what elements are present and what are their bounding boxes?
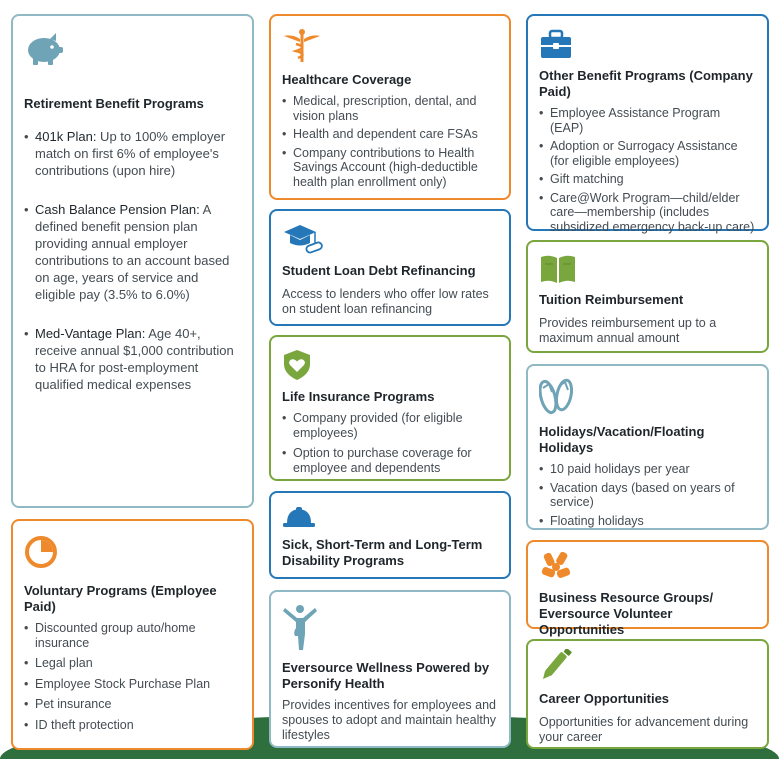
list-item: • Employee Assistance Program (EAP) [539, 106, 755, 135]
holidays-list [539, 462, 755, 528]
list-item: • ID theft protection [24, 718, 240, 733]
briefcase-icon [539, 28, 573, 60]
holidays-title: Holidays/Vacation/Floating Holidays [539, 424, 705, 455]
pen-icon [539, 649, 575, 683]
retirement-list [24, 128, 240, 393]
disability-card [269, 491, 511, 579]
career-title: Career Opportunities [539, 691, 670, 706]
list-item: • Option to purchase coverage for employee and dependents [282, 446, 497, 475]
list-item: • Cash Balance Pension Plan: A defined benefit pension plan providing annual employer contributions to an account based on age, years of service and eligible pay (3.5% to 6.0%) [24, 201, 240, 303]
other-benefits-list [539, 106, 755, 234]
other-benefits-card [526, 14, 769, 234]
healthcare-card [269, 14, 511, 200]
resource-groups-title: Business Resource Groups/ Eversource Volunteer Opportunities [539, 590, 714, 637]
flip-flops-icon [539, 378, 573, 416]
tuition-desc: Provides reimbursement up to a maximum annual amount [539, 316, 717, 345]
student-loan-title: Student Loan Debt Refinancing [282, 263, 476, 278]
list-item: • Gift matching [539, 172, 755, 187]
voluntary-title: Voluntary Programs (Employee Paid) [24, 583, 217, 614]
piggy-bank-icon [24, 30, 64, 68]
stretching-person-icon [282, 604, 318, 652]
healthcare-list [282, 94, 497, 189]
career-card [526, 639, 769, 749]
list-item: • Med-Vantage Plan: Age 40+, receive annual $1,000 contribution to HRA for post-employment qualified medical expenses [24, 325, 240, 393]
hands-icon [539, 550, 573, 584]
list-item: • Company provided (for eligible employees) [282, 411, 497, 440]
healthcare-title: Healthcare Coverage [282, 72, 412, 87]
student-loan-desc: Access to lenders who offer low rates on student loan refinancing [282, 287, 489, 316]
list-item: • Care@Work Program—child/elder care—membership (includes subsidized emergency back-up care) [539, 191, 755, 235]
holidays-card [526, 364, 769, 530]
life-insurance-title: Life Insurance Programs [282, 389, 435, 404]
voluntary-list [24, 621, 240, 732]
student-loan-card [269, 209, 511, 326]
heart-shield-icon [282, 349, 312, 381]
list-item: • Floating holidays [539, 514, 755, 529]
list-item: • Vacation days (based on years of service) [539, 481, 755, 510]
life-insurance-card [269, 335, 511, 481]
retirement-card [11, 14, 254, 508]
list-item: • 401k Plan: Up to 100% employer match on first 6% of employee's contributions (upon hire) [24, 128, 240, 179]
tuition-card [526, 240, 769, 353]
disability-title: Sick, Short-Term and Long-Term Disability Programs [282, 537, 483, 568]
list-item: • Pet insurance [24, 697, 240, 712]
graduation-cap-icon [282, 223, 324, 255]
list-item: • 10 paid holidays per year [539, 462, 755, 477]
list-item: • Company contributions to Health Savings Account (high-deductible health plan enrollment only) [282, 146, 497, 190]
resource-groups-card [526, 540, 769, 637]
list-item: • Employee Stock Purchase Plan [24, 677, 240, 692]
retirement-title: Retirement Benefit Programs [24, 96, 204, 111]
life-insurance-list [282, 411, 497, 475]
caduceus-icon [282, 28, 322, 64]
open-book-icon [539, 254, 577, 284]
wellness-card [269, 590, 511, 748]
wellness-desc: Provides incentives for employees and spouses to adopt and maintain healthy lifestyles [282, 698, 497, 742]
pie-chart-icon [24, 535, 58, 569]
list-item: • Discounted group auto/home insurance [24, 621, 240, 650]
list-item: • Legal plan [24, 656, 240, 671]
hard-hat-icon [282, 505, 316, 529]
wellness-title: Eversource Wellness Powered by Personify Health [282, 660, 490, 691]
tuition-title: Tuition Reimbursement [539, 292, 684, 307]
other-benefits-title: Other Benefit Programs (Company Paid) [539, 68, 753, 99]
list-item: • Health and dependent care FSAs [282, 127, 497, 142]
voluntary-card [11, 519, 254, 750]
list-item: • Medical, prescription, dental, and vision plans [282, 94, 497, 123]
career-desc: Opportunities for advancement during your career [539, 715, 749, 744]
list-item: • Adoption or Surrogacy Assistance (for eligible employees) [539, 139, 755, 168]
